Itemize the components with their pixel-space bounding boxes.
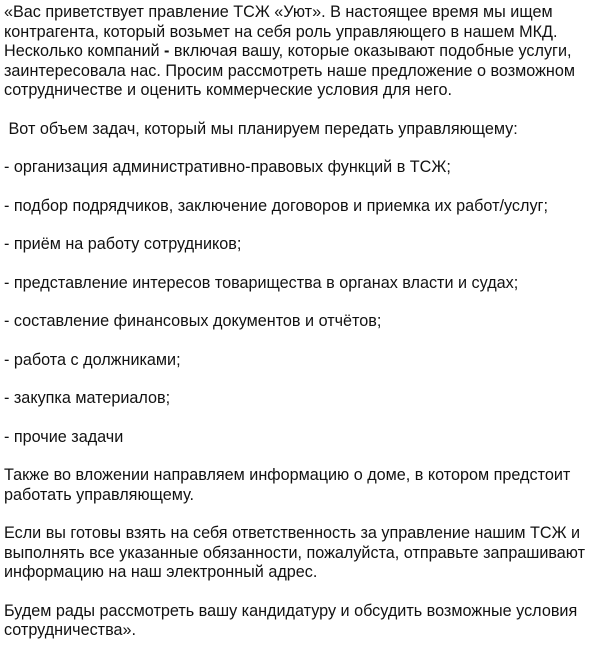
- intro-line-3-end: включая вашу, которые оказывают подобные услуги,: [173, 42, 572, 60]
- attachment-paragraph: [4, 466, 610, 505]
- request-line-3: информацию на наш электронный адрес.: [4, 563, 318, 581]
- attachment-line-1: Также во вложении направляем информацию о доме, в котором предстоит: [4, 466, 571, 484]
- intro-line-3-start: Несколько компаний: [4, 42, 160, 60]
- closing-line-1: Будем рады рассмотреть вашу кандидатуру и обсудить возможные условия: [4, 601, 578, 620]
- task-item: - прочие задачи: [4, 427, 124, 446]
- spacer: [4, 583, 610, 602]
- spacer: [4, 447, 610, 466]
- intro-paragraph: [4, 3, 610, 101]
- spacer: [4, 505, 610, 524]
- task-item: - организация административно-правовых функций в ТСЖ;: [4, 158, 451, 176]
- closing-line-2: сотрудничества».: [4, 621, 137, 639]
- task-item: - подбор подрядчиков, заключение договоров и приемка их работ/услуг;: [4, 196, 548, 215]
- spacer: [4, 293, 610, 312]
- spacer: [4, 216, 610, 235]
- intro-line-3: [4, 42, 610, 62]
- spacer: [4, 409, 610, 428]
- intro-line-1: «Вас приветствует правление ТСЖ «Уют». В настоящее время мы ищем: [4, 3, 553, 21]
- request-line-1: Если вы готовы взять на себя ответственность за управление нашим ТСЖ и: [4, 524, 581, 542]
- request-line-2: выполнять все указанные обязанности, пожалуйста, отправьте запрашивают: [4, 543, 585, 562]
- intro-line-5: сотрудничестве и оценить коммерческие условия для него.: [4, 81, 452, 99]
- task-item: - приём на работу сотрудников;: [4, 235, 242, 253]
- closing-paragraph: [4, 602, 610, 641]
- spacer: [4, 101, 610, 120]
- spacer: [4, 178, 610, 197]
- intro-line-2: контрагента, который возьмет на себя роль управляющего в нашем МКД.: [4, 22, 558, 41]
- intro-line-3-dash: -: [159, 42, 174, 60]
- task-item: - закупка материалов;: [4, 389, 171, 407]
- tasks-list: [4, 158, 610, 447]
- task-item: - составление финансовых документов и отчётов;: [4, 312, 382, 330]
- attachment-line-2: работать управляющему.: [4, 485, 195, 504]
- task-item: - представление интересов товарищества в органах власти и судах;: [4, 273, 519, 292]
- spacer: [4, 370, 610, 389]
- spacer: [4, 139, 610, 158]
- task-item: - работа с должниками;: [4, 350, 181, 369]
- tasks-heading: Вот объем задач, который мы планируем передать управляющему:: [4, 119, 518, 138]
- request-paragraph: [4, 524, 610, 583]
- spacer: [4, 332, 610, 351]
- spacer: [4, 255, 610, 274]
- intro-line-4: заинтересовала нас. Просим рассмотреть наше предложение о возможном: [4, 61, 575, 80]
